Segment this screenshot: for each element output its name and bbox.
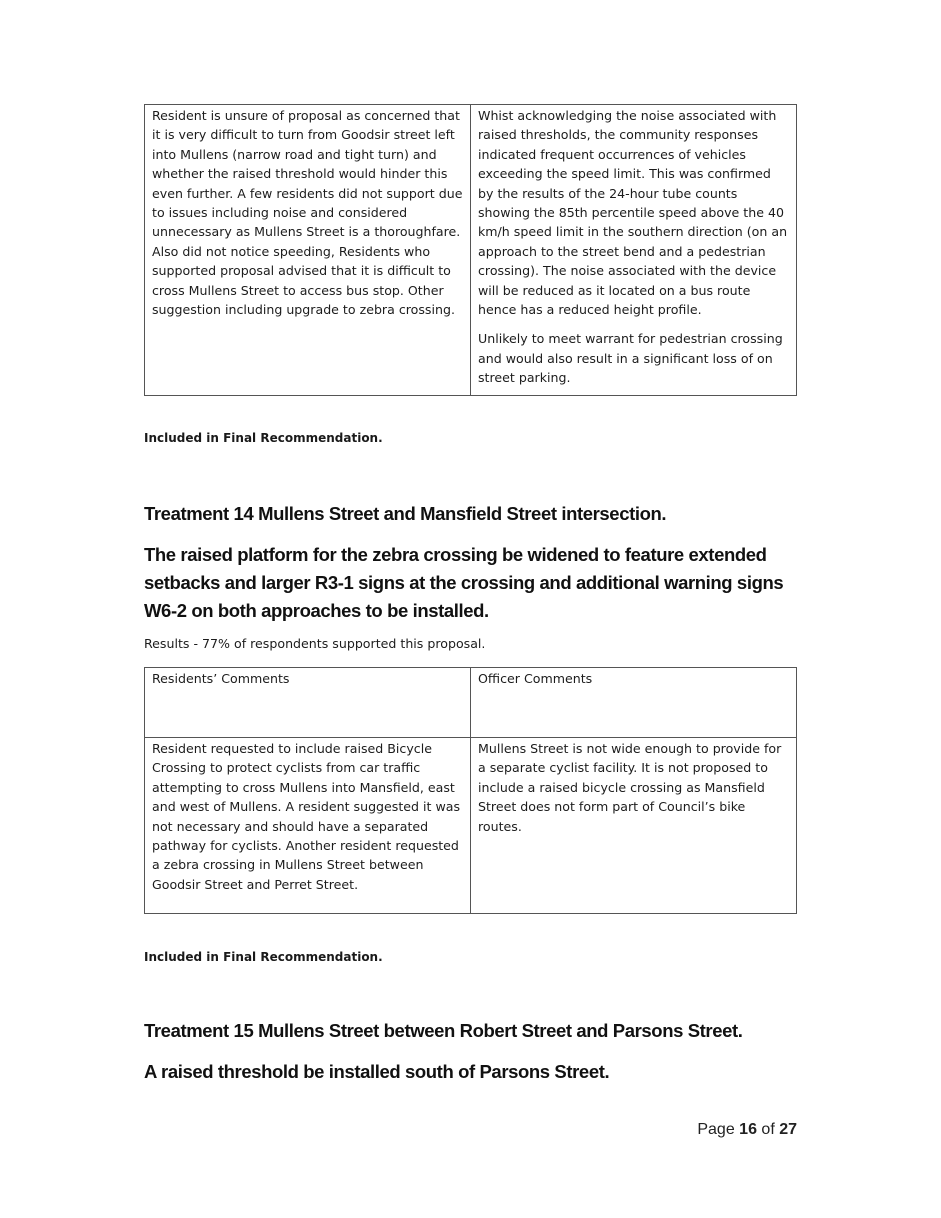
treatment-15-heading: Treatment 15 Mullens Street between Robert Street and Parsons Street. <box>144 1020 743 1041</box>
officer-comment: Unlikely to meet warrant for pedestrian crossing and would also result in a significant loss of on street parking. <box>478 331 783 386</box>
survey-results: Results - 77% of respondents supported this proposal. <box>144 636 486 651</box>
recommendation-status: Included in Final Recommendation. <box>144 950 383 964</box>
officer-comment-cell <box>471 738 797 914</box>
residents-comments-header: Residents’ Comments <box>145 668 471 738</box>
resident-comment-cell <box>145 105 471 396</box>
table-header-row <box>145 668 797 738</box>
officer-comment-cell <box>471 105 797 396</box>
table-row <box>145 105 797 396</box>
resident-comment-cell <box>145 738 471 914</box>
page-number-total: 27 <box>779 1121 797 1138</box>
treatment-14-proposal: The raised platform for the zebra crossing be widened to feature extended setbacks and larger R3-1 signs at the crossing and additional warning signs W6-2 on both approaches to be installed. <box>144 544 784 621</box>
treatment-15-proposal: A raised threshold be installed south of Parsons Street. <box>144 1061 610 1082</box>
resident-comment: Resident is unsure of proposal as concerned that it is very difficult to turn from Goodsir street left into Mullens (narrow road and tight turn) and whether the raised threshold would hinder this even further. A few residents did not support due to issues including noise and considered unnecessary as Mullens Street is a thoroughfare. Also did not notice speeding, Residents who supported proposal advised that it is difficult to cross Mullens Street to access bus stop. Other suggestion including upgrade to zebra crossing. <box>152 108 463 318</box>
comments-table-treatment-14 <box>144 667 797 914</box>
page-number-current: 16 <box>739 1121 757 1138</box>
treatment-14-heading: Treatment 14 Mullens Street and Mansfield Street intersection. <box>144 503 667 524</box>
officer-comment: Whist acknowledging the noise associated with raised thresholds, the community responses indicated frequent occurrences of vehicles exceeding the speed limit. This was confirmed by the results of the 24-hour tube counts showing the 85th percentile speed above the 40 km/h speed limit in the southern direction (on an approach to the street bend and a pedestrian crossing). The noise associated with the device will be reduced as it located on a bus route hence has a reduced height profile. <box>478 108 788 318</box>
officer-comments-header: Officer Comments <box>471 668 797 738</box>
comments-table-treatment-13 <box>144 104 797 396</box>
page-number-separator: of <box>756 1121 780 1138</box>
recommendation-status: Included in Final Recommendation. <box>144 431 383 445</box>
officer-comment: Mullens Street is not wide enough to provide for a separate cyclist facility. It is not proposed to include a raised bicycle crossing as Mansfield Street does not form part of Council’s bike routes. <box>478 741 782 834</box>
table-row <box>145 738 797 914</box>
page-number-prefix: Page <box>697 1121 740 1138</box>
resident-comment: Resident requested to include raised Bicycle Crossing to protect cyclists from car traffic attempting to cross Mullens into Mansfield, east and west of Mullens. A resident suggested it was not necessary and should have a separated pathway for cyclists. Another resident requested a zebra crossing in Mullens Street between Goodsir Street and Perret Street. <box>152 741 461 892</box>
page-number <box>697 1121 797 1139</box>
